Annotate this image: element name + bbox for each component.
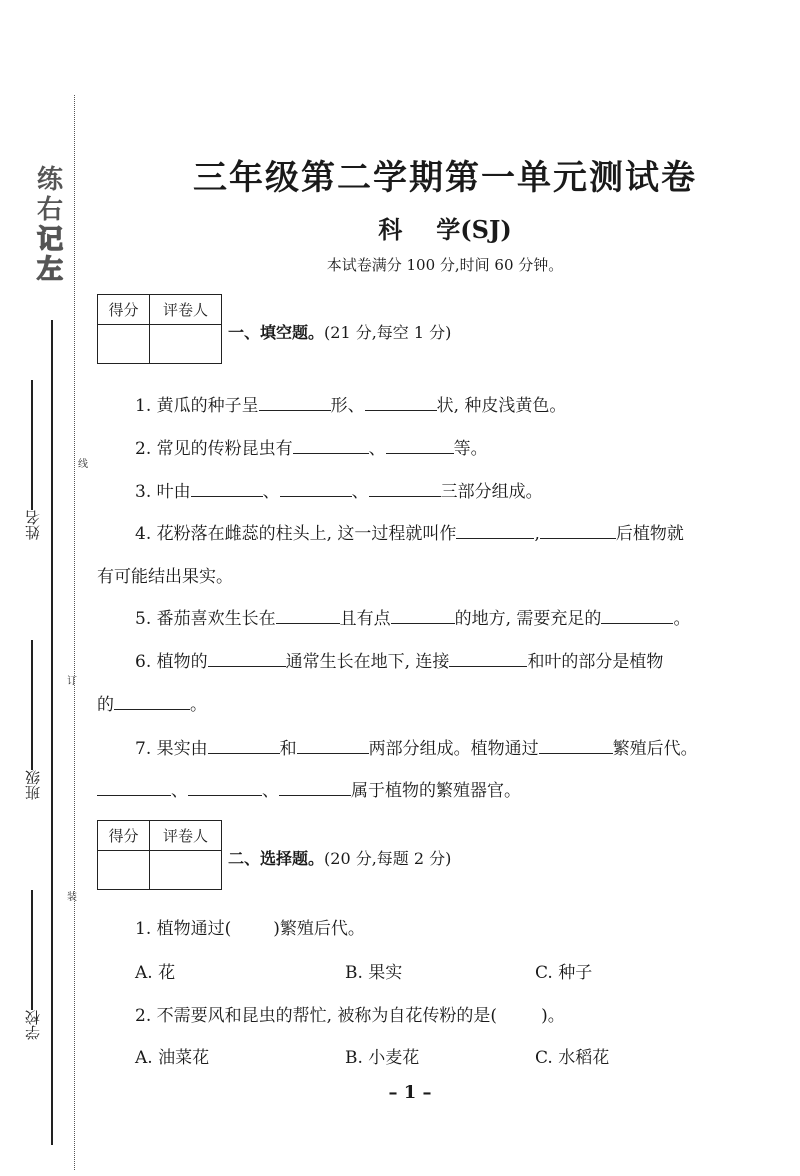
blank[interactable] (369, 480, 441, 497)
blank[interactable] (386, 437, 454, 454)
school-line (31, 890, 33, 1010)
option-b[interactable]: B. 小麦花 (345, 1048, 420, 1068)
subject-b: 学(SJ) (436, 215, 512, 244)
subject-a: 科 (378, 215, 403, 244)
blank[interactable] (97, 779, 171, 796)
option-b[interactable]: B. 果实 (345, 963, 403, 983)
blank[interactable] (365, 394, 437, 411)
blank[interactable] (280, 480, 352, 497)
grader-cell[interactable] (150, 851, 221, 889)
blank[interactable] (279, 779, 351, 796)
brand-char-3: 记 (36, 225, 63, 255)
brand-char-2: 右 (36, 195, 63, 225)
option-a[interactable]: A. 花 (135, 963, 176, 983)
section2-info: (20 分,每题 2 分) (324, 849, 452, 868)
score-label: 得分 (98, 821, 150, 851)
blank[interactable] (208, 650, 286, 667)
blank[interactable] (391, 607, 455, 624)
grader-label: 评卷人 (150, 821, 221, 851)
blank[interactable] (539, 737, 613, 754)
question-1-1: 1. 黄瓜的种子呈 形、 状, 种皮浅黄色。 (135, 396, 567, 416)
school-label: 学校 (23, 1010, 42, 1040)
grader-cell[interactable] (150, 325, 221, 363)
brand-char-1: 练 (36, 165, 63, 195)
option-a[interactable]: A. 油菜花 (135, 1048, 210, 1068)
blank[interactable] (188, 779, 262, 796)
section1-info: (21 分,每空 1 分) (324, 323, 452, 342)
score-label: 得分 (98, 295, 150, 325)
question-1-3: 3. 叶由 、 、 三部分组成。 (135, 482, 543, 502)
brand-char-4: 左 (36, 255, 63, 285)
question-1-4: 4. 花粉落在雌蕊的柱头上, 这一过程就叫作 , 后植物就 (135, 524, 684, 544)
question-1-5: 5. 番茄喜欢生长在 且有点 的地方, 需要充足的 。 (135, 609, 691, 629)
blank[interactable] (114, 693, 190, 710)
question-1-4-cont: 有可能结出果实。 (97, 567, 233, 587)
tag-line: 线 (78, 459, 88, 470)
blank[interactable] (293, 437, 369, 454)
question-1-7: 7. 果实由 和 两部分组成。植物通过 繁殖后代。 (135, 739, 698, 759)
score-cell[interactable] (98, 851, 150, 889)
option-c[interactable]: C. 水稻花 (535, 1048, 610, 1068)
blank[interactable] (191, 480, 263, 497)
score-box-2 (97, 820, 222, 890)
section1-heading: 一、填空题。(21 分,每空 1 分) (228, 323, 452, 342)
blank[interactable] (276, 607, 340, 624)
question-1-2: 2. 常见的传粉昆虫有 、 等。 (135, 439, 488, 459)
question-1-6: 6. 植物的 通常生长在地下, 连接 和叶的部分是植物 (135, 652, 664, 672)
page-title: 三年级第二学期第一单元测试卷 (193, 158, 697, 198)
blank[interactable] (456, 522, 534, 539)
page-number: – 1 – (388, 1082, 432, 1103)
section2-heading: 二、选择题。(20 分,每题 2 分) (228, 849, 452, 868)
tag-bind: 订 (67, 676, 77, 687)
brand-logo (30, 165, 70, 305)
class-label: 班级 (23, 770, 42, 800)
exam-note: 本试卷满分 100 分,时间 60 分钟。 (326, 256, 564, 274)
name-label: 姓名 (23, 510, 42, 540)
blank[interactable] (208, 737, 280, 754)
tag-staple: 装 (67, 892, 77, 903)
blank[interactable] (601, 607, 673, 624)
question-1-6-cont: 的 。 (97, 695, 207, 715)
question-2-2: 2. 不需要风和昆虫的帮忙, 被称为自花传粉的是( )。 (135, 1006, 565, 1026)
question-2-1: 1. 植物通过( )繁殖后代。 (135, 919, 365, 939)
blank[interactable] (540, 522, 616, 539)
blank[interactable] (449, 650, 527, 667)
grader-label: 评卷人 (150, 295, 221, 325)
blank[interactable] (259, 394, 331, 411)
question-1-7-cont: 、 、 属于植物的繁殖器官。 (0, 776, 800, 801)
score-cell[interactable] (98, 325, 150, 363)
score-box-1 (97, 294, 222, 364)
option-c[interactable]: C. 种子 (535, 963, 593, 983)
subject (90, 210, 800, 245)
blank[interactable] (297, 737, 369, 754)
